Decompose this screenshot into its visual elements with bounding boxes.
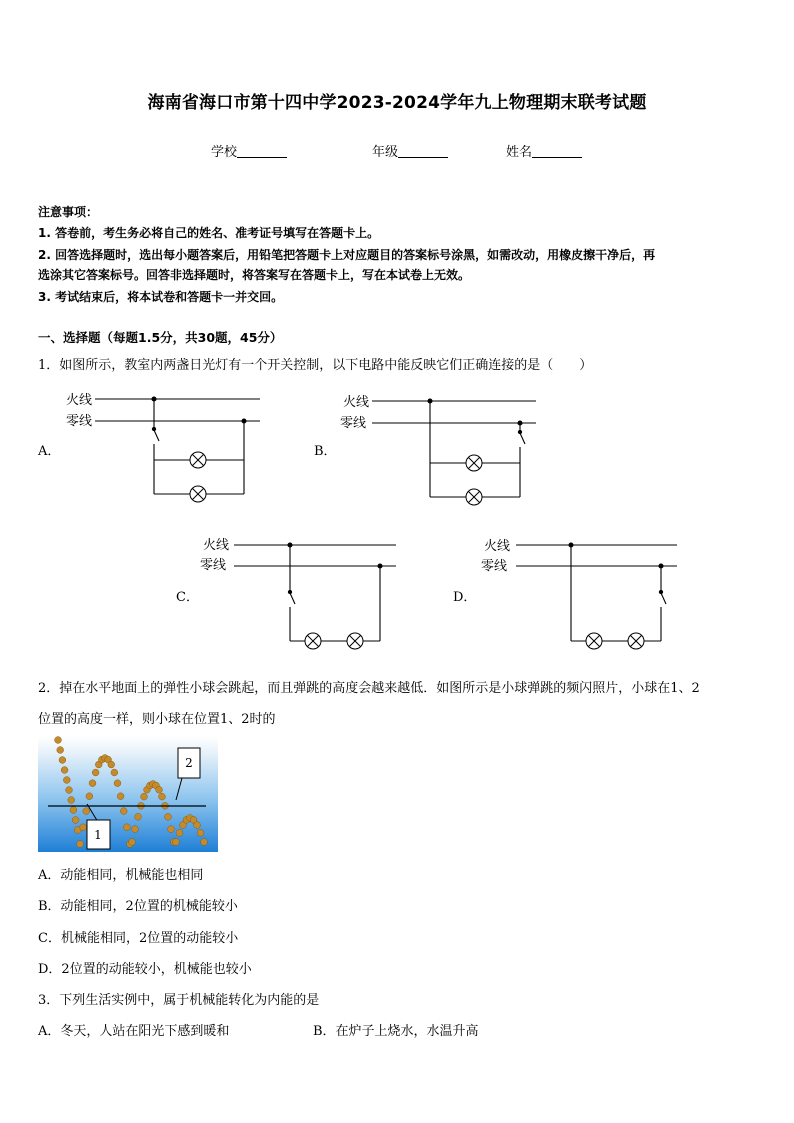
circuit-b [372,399,536,505]
ball-image [89,780,96,787]
ball-image [59,757,66,764]
ball-image [135,813,142,820]
q1-stem: 1．如图所示，教室内两盏日光灯有一个开关控制，以下电路中能反映它们正确连接的是（ ） [38,358,593,373]
ball-image [55,737,62,744]
circuit-d-fire-label: 火线 [484,539,511,554]
school-blank [237,145,287,158]
name-field [506,141,582,160]
notes-heading: 注意事项： [38,205,99,219]
ball-image [117,793,124,800]
school-label: 学校 [211,145,238,160]
ball-image [111,769,118,776]
q2-option-b: B．动能相同，2位置的机械能较小 [38,899,238,914]
ball-image [63,777,70,784]
page-title: 海南省海口市第十四中学2023-2024学年九上物理期末联考试题 [147,93,647,113]
q3-option-b: B．在炉子上烧水，水温升高 [313,1024,479,1039]
section-heading: 一、选择题（每题1.5分，共30题，45分） [38,330,283,345]
q2-stem-line2: 位置的高度一样，则小球在位置1、2时的 [38,712,276,727]
bouncing-ball-photo [38,736,218,852]
grade-blank [398,145,448,158]
ball-image [156,786,163,793]
circuit-a-fire-label: 火线 [66,393,93,408]
ball-image [66,787,73,794]
q2-stem-line1: 2．掉在水平地面上的弹性小球会跳起，而且弹跳的高度会越来越低．如图所示是小球弹跳的频闪照片，小球在1、2 [38,681,700,696]
ball-image [83,808,90,815]
q3-stem: 3．下列生活实例中，属于机械能转化为内能的是 [38,993,320,1008]
grade-field [372,141,448,160]
school-field [211,141,287,160]
ball-image [129,839,136,846]
circuit-c-zero-label: 零线 [200,558,227,573]
grade-label: 年级 [372,145,399,160]
circuit-c-fire-label: 火线 [203,538,230,553]
ball-image [61,767,68,774]
ball-image [132,826,139,833]
note-1: 1. 答卷前，考生务必将自己的姓名、准考证号填写在答题卡上。 [38,226,380,240]
ball-image [68,797,75,804]
ball-image [70,807,77,814]
ball-image [173,839,180,846]
q2-option-c: C．机械能相同，2位置的动能较小 [38,931,239,946]
q3-option-a: A．冬天，人站在阳光下感到暖和 [38,1024,230,1039]
ball-image [86,793,93,800]
ball-image [201,839,208,846]
ball-image [92,769,99,776]
ball-image [159,793,166,800]
ball-image [114,780,121,787]
option-a-label: A． [38,444,61,459]
ball-image [57,747,64,754]
ball-image [80,824,87,831]
circuit-d-zero-label: 零线 [481,559,508,574]
q2-option-a: A．动能相同，机械能也相同 [38,868,204,883]
ball-image [120,808,127,815]
circuit-b-zero-label: 零线 [340,416,367,431]
circuit-d [516,543,677,649]
note-3: 3. 考试结束后，将本试卷和答题卡一并交回。 [38,290,284,304]
ball-image [194,822,201,829]
q2-option-d: D．2位置的动能较小，机械能也较小 [38,962,252,977]
ball-image [197,829,204,836]
ball-image [108,761,115,768]
ball-image [168,826,175,833]
name-blank [532,145,582,158]
ball-image [77,841,84,848]
ball-image [165,813,172,820]
position-2-label: 2 [185,756,193,770]
ball-image [123,824,130,831]
circuit-a-zero-label: 零线 [66,414,93,429]
circuit-b-fire-label: 火线 [343,395,370,410]
option-b-label: B． [314,444,337,459]
note-2-cont: 选涂其它答案标号。回答非选择题时，将答案写在答题卡上，写在本试卷上无效。 [38,268,471,282]
circuit-c [234,543,396,649]
option-d-label: D． [453,590,477,605]
position-1-label: 1 [94,828,102,842]
ball-image [72,817,79,824]
ball-image [141,793,148,800]
q1-circuits [0,380,794,660]
note-2: 2. 回答选择题时，选出每小题答案后，用铅笔把答题卡上对应题目的答案标号涂黑，如需改动，用橡皮擦干净后，再 [38,248,656,262]
name-label: 姓名 [506,145,533,160]
option-c-label: C． [176,590,199,605]
ball-image [176,829,183,836]
circuit-a [95,397,260,502]
